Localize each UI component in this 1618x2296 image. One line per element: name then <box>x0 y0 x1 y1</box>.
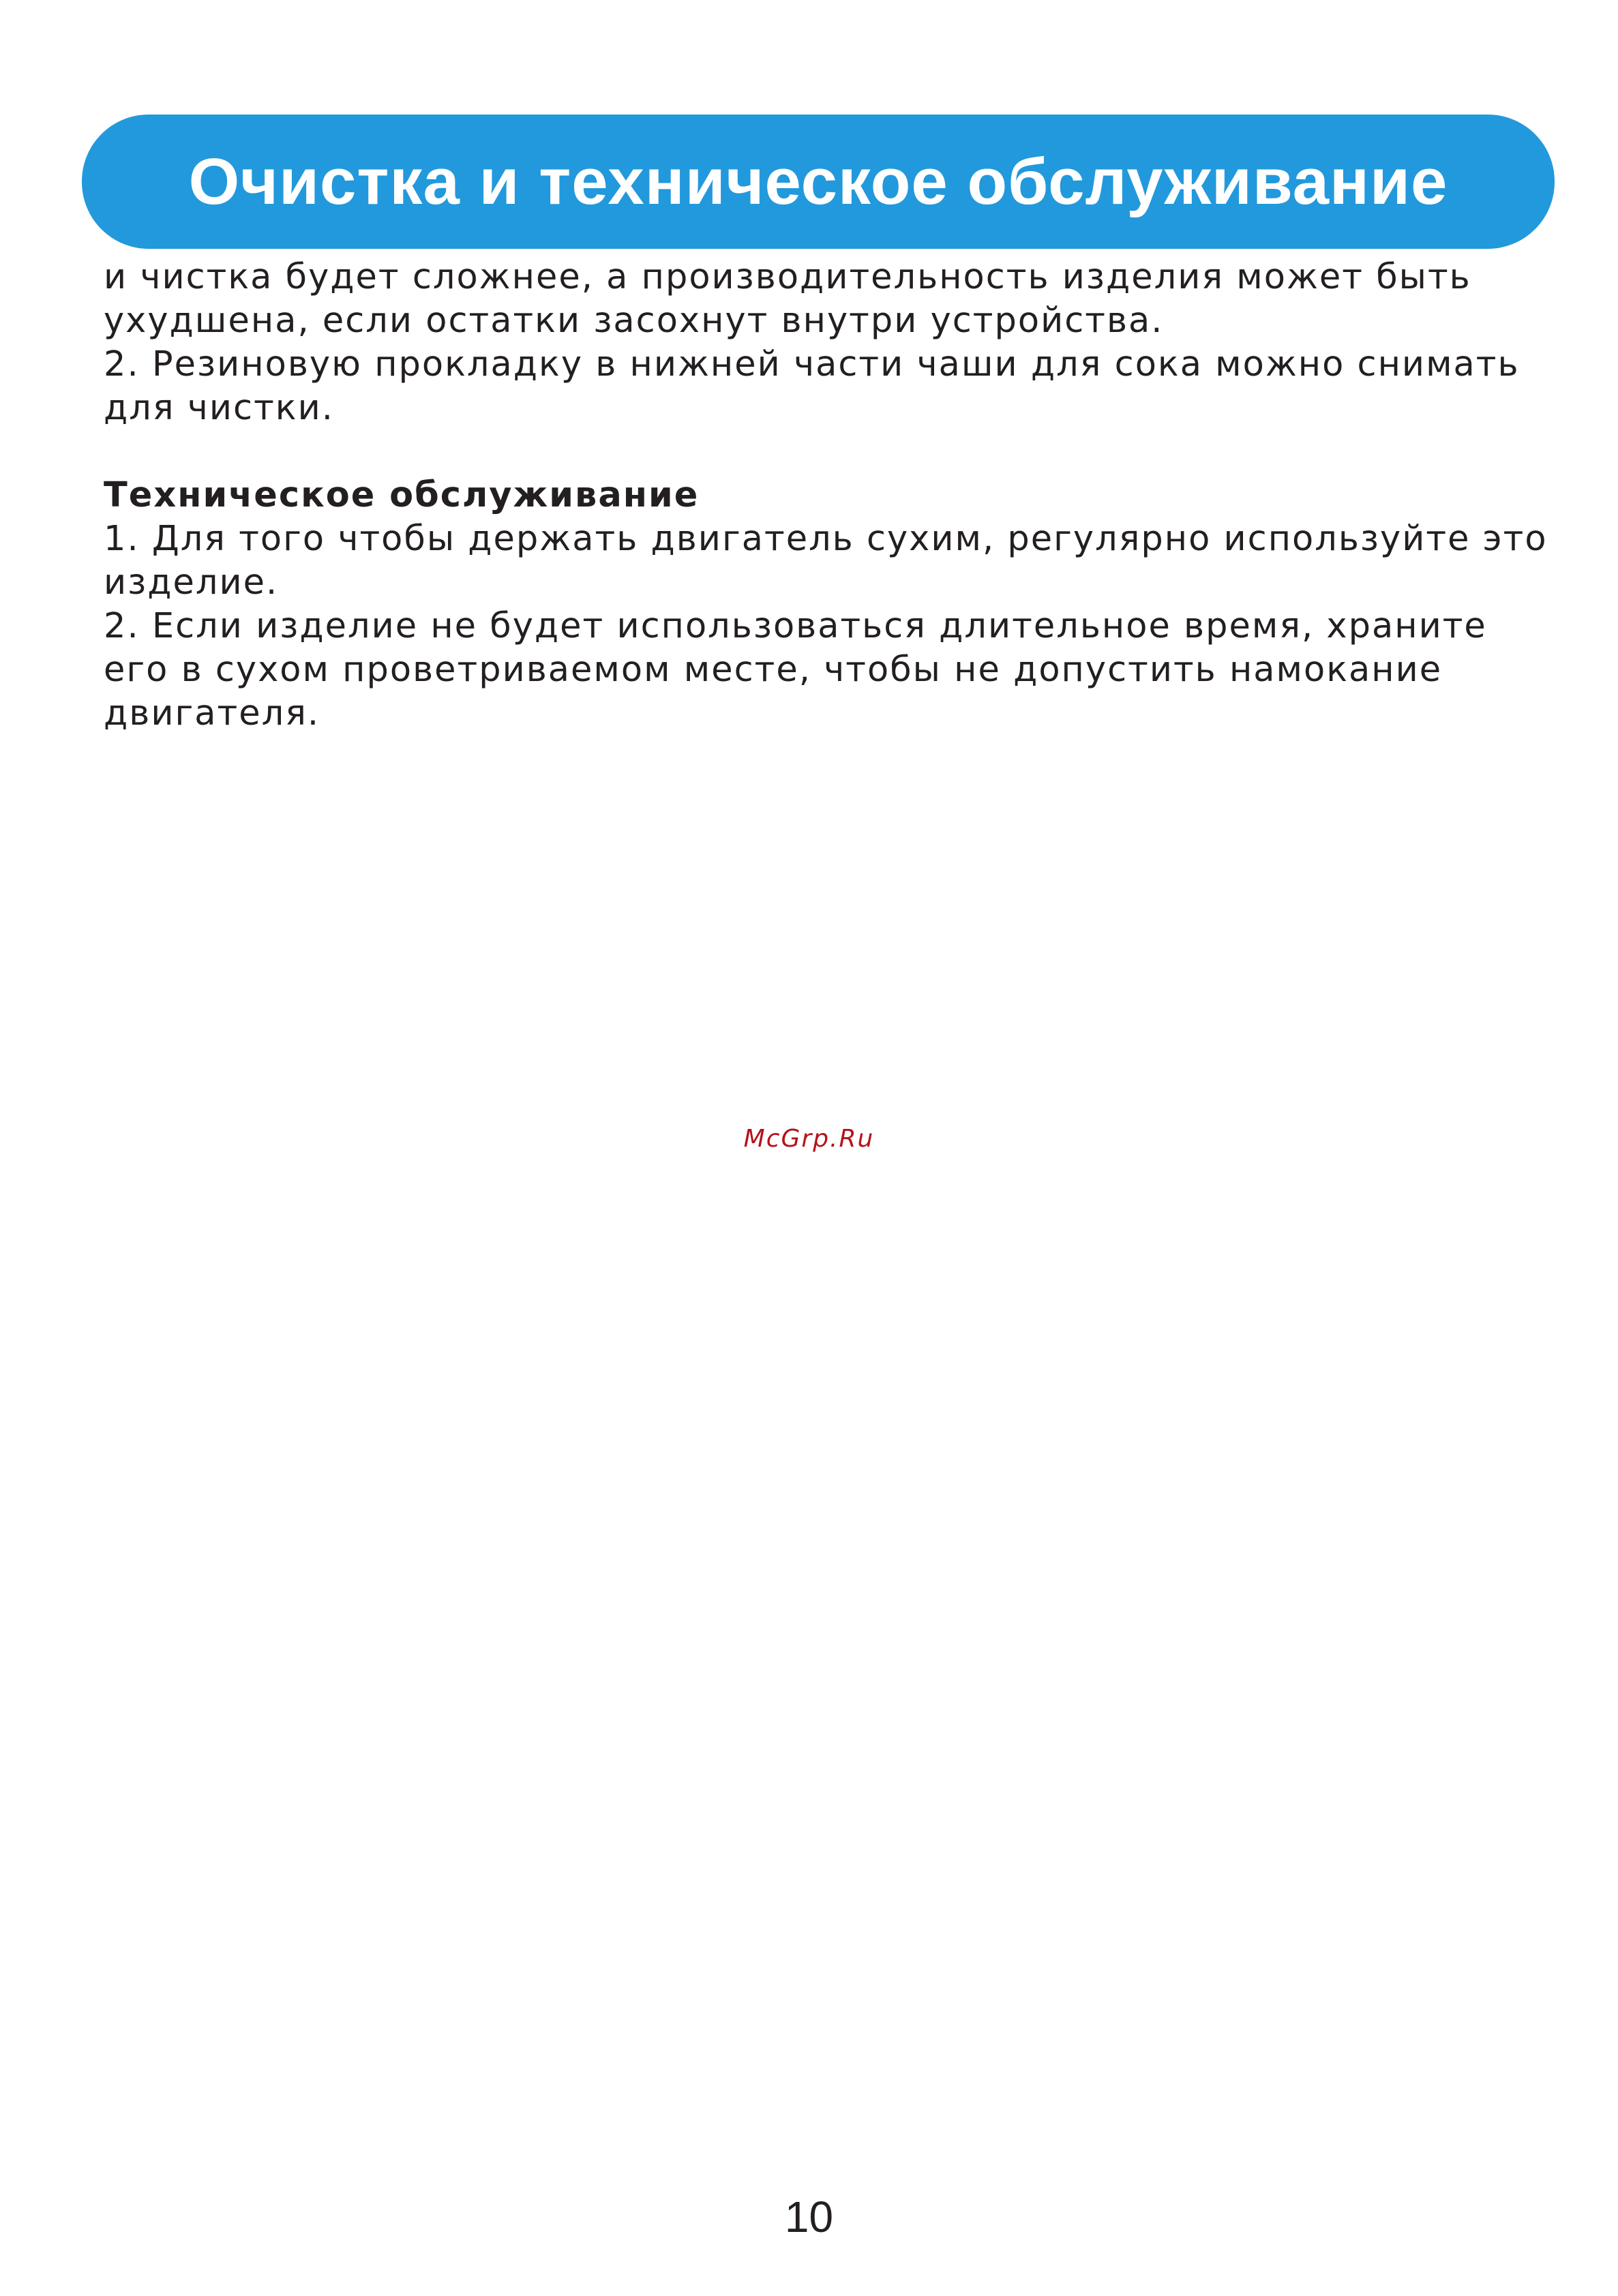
maintenance-line: двигателя. <box>104 693 320 734</box>
page-title: Очистка и техническое обслуживание <box>188 145 1448 218</box>
page-number: 10 <box>784 2192 834 2241</box>
maintenance-line: изделие. <box>104 562 279 603</box>
cleaning-line: ухудшена, если остатки засохнут внутри устройства. <box>104 301 1164 341</box>
maintenance-line: 1. Для того чтобы держать двигатель сухим, регулярно используйте это <box>104 519 1548 559</box>
cleaning-line: 2. Резиновую прокладку в нижней части чаши для сока можно снимать <box>104 344 1520 384</box>
maintenance-line: его в сухом проветриваемом месте, чтобы не допустить намокание <box>104 650 1443 690</box>
maintenance-heading: Техническое обслуживание <box>104 475 700 515</box>
watermark: McGrp.Ru <box>743 1125 875 1153</box>
cleaning-line: для чистки. <box>104 388 334 428</box>
maintenance-line: 2. Если изделие не будет использоваться длительное время, храните <box>104 606 1487 646</box>
header-banner <box>82 115 1555 249</box>
cleaning-line: и чистка будет сложнее, а производительность изделия может быть <box>104 257 1471 297</box>
body-text <box>104 256 1548 736</box>
paragraph-spacer <box>104 430 1535 474</box>
